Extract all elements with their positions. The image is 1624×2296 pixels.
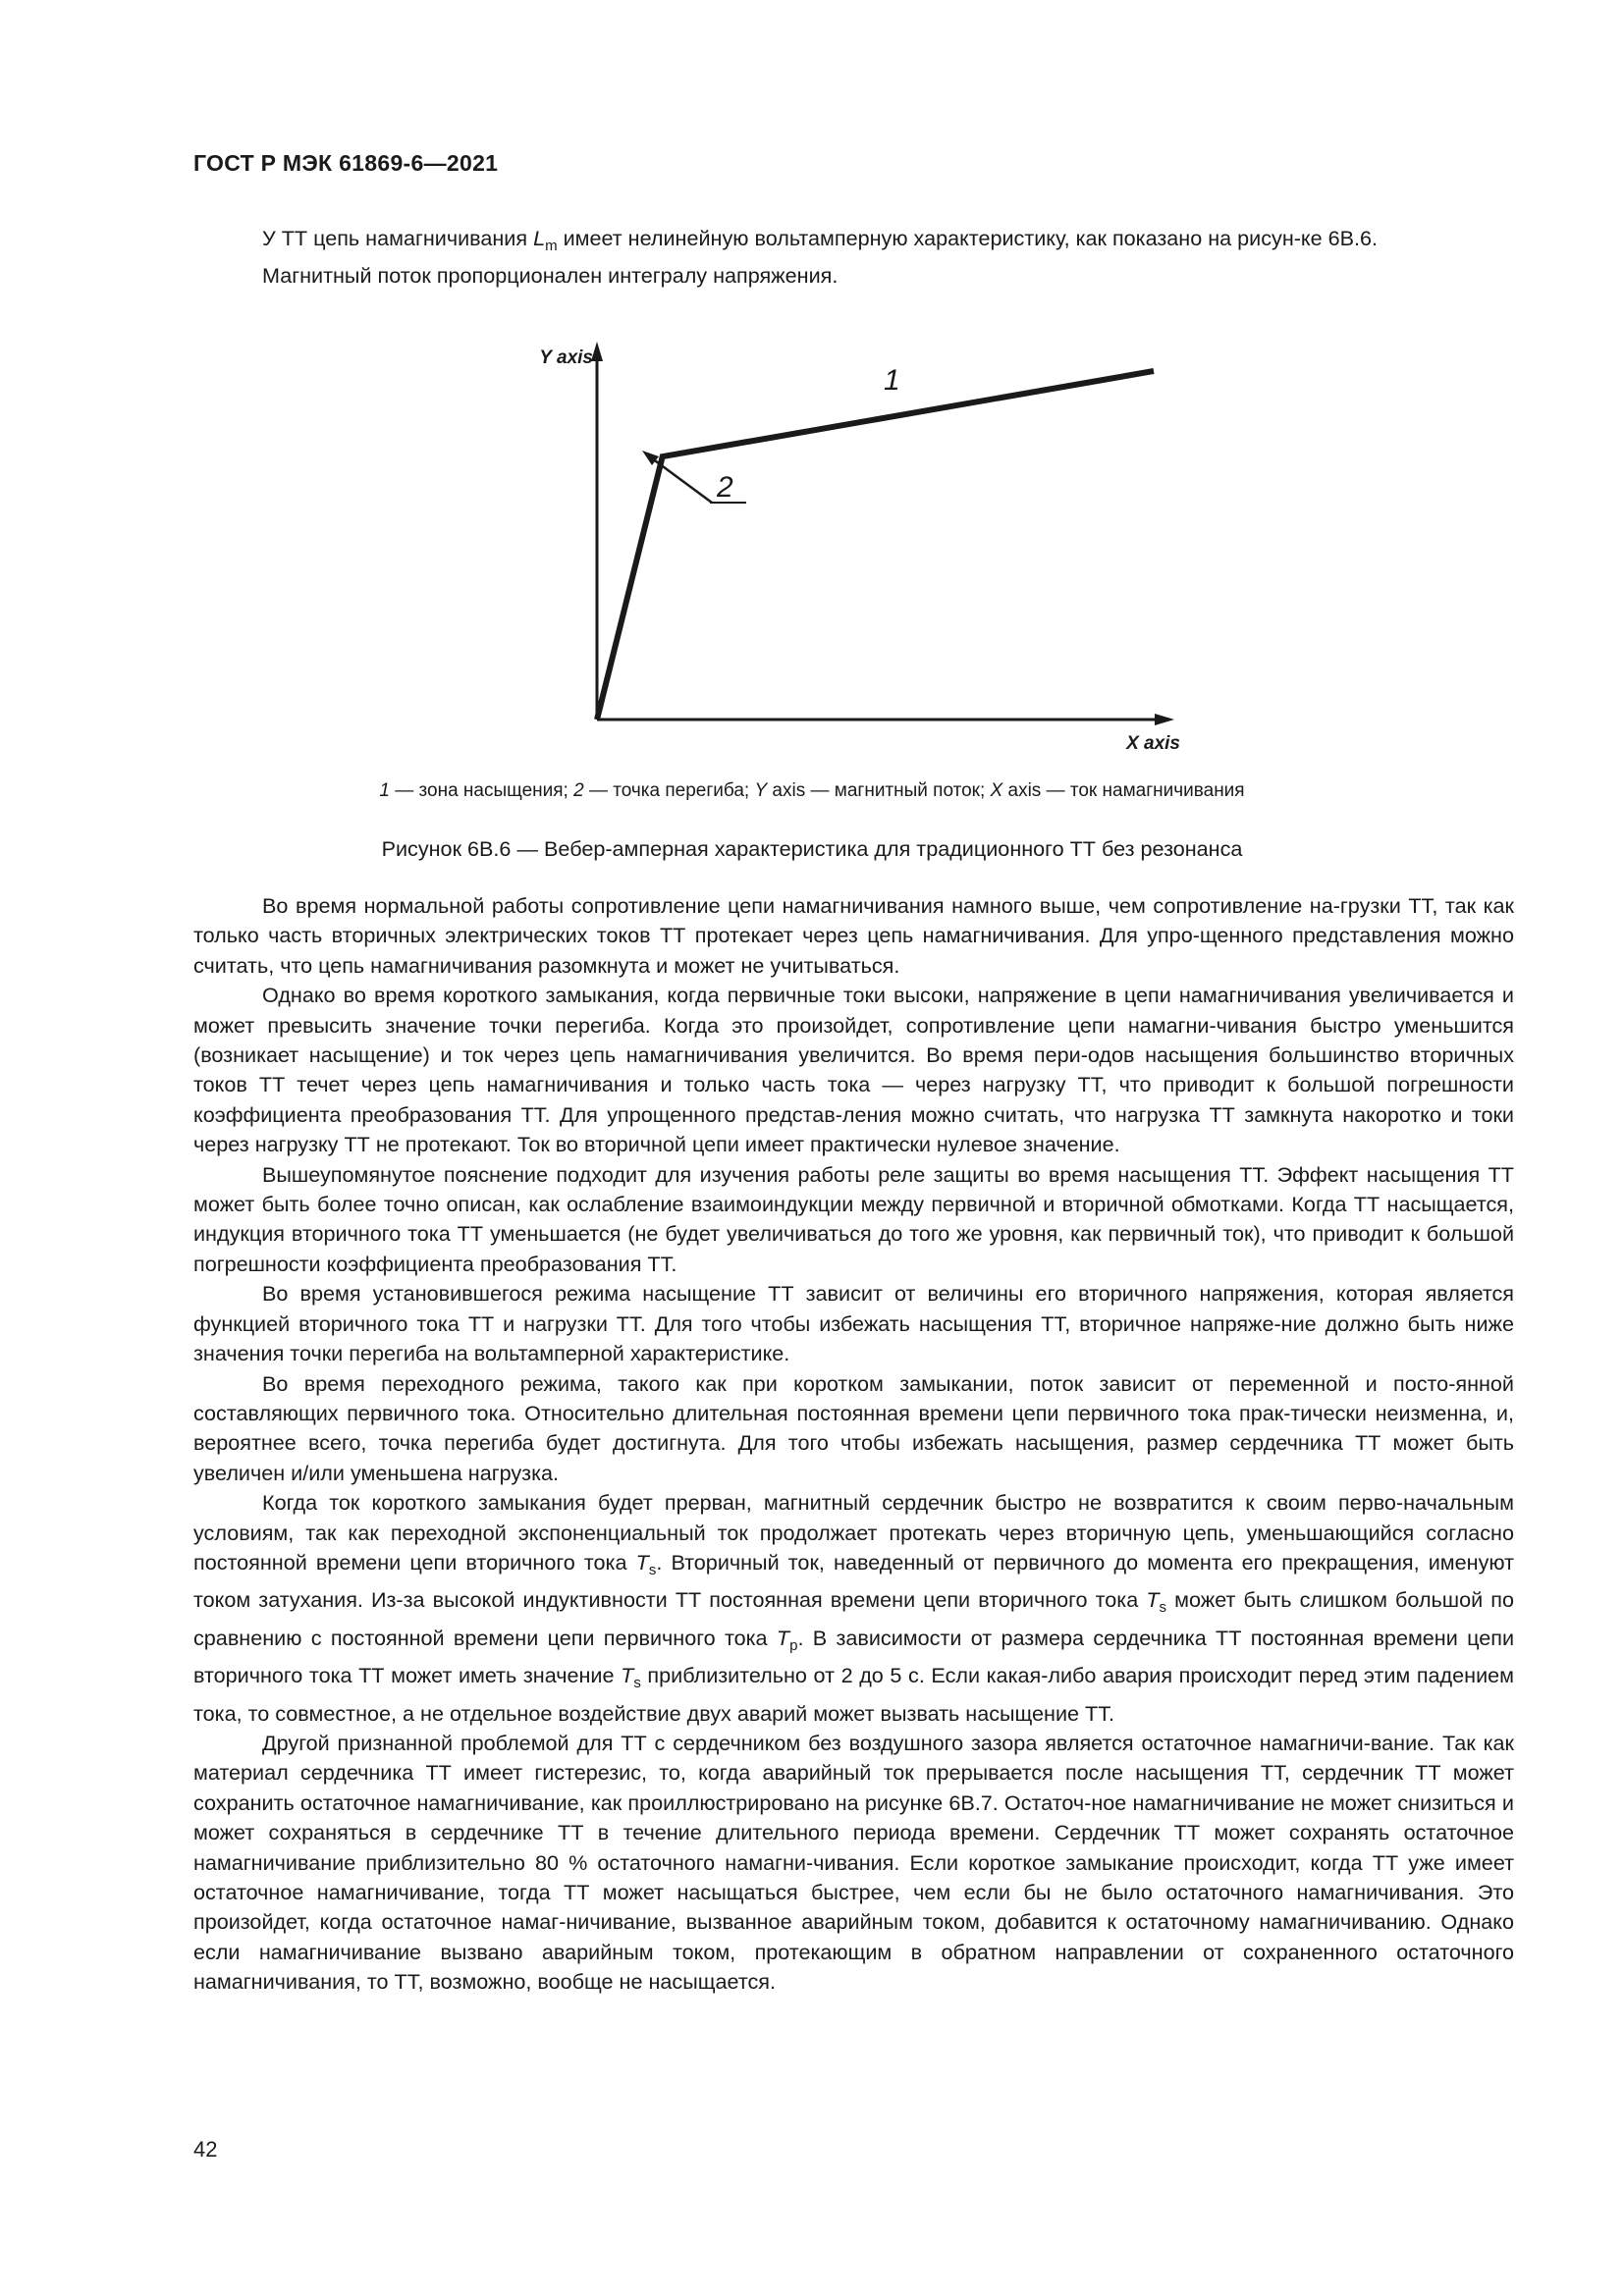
text-span: может быть слишком большой по сравнению с постоянной времени цепи первичного тока [193, 1587, 1514, 1650]
text-span: . Вторичный ток, наведенный от первичного до момента его прекращения, именуют током затухания. Из-за высокой индуктивности ТТ постоянная времени цепи вторичного тока [193, 1549, 1514, 1613]
subscript: s [633, 1675, 641, 1692]
legend-text: — точка перегиба; [583, 780, 755, 801]
paragraph-7: Другой признанной проблемой для ТТ с сердечником без воздушного зазора является остаточное намагничи-вание. Так как материал сердечника ТТ имеет гистерезис, то, когда аварийный ток прерывается после насыщения ТТ, сердечник ТТ может сохранить остаточное намагничивание, как проиллюстрировано на рисунке 6B.7. Остаточ-ное намагничивание не может снизиться и может сохраняться в сердечнике ТТ в течение длительного периода времени. Сердечник ТТ может сохранять остаточное намагничивание приблизительно 80 % остаточного намагни-чивания. Если короткое замыкание происходит, когда ТТ уже имеет остаточное намагничивание, тогда ТТ может насыщаться быстрее, чем если бы не было остаточного намагничивания. Это произойдет, когда остаточное намаг-ничивание, вызванное аварийным током, добавится к остаточному намагничиванию. Однако если намагничивание вызвано аварийным током, протекающим в обратном направлении от сохраненного остаточного намагничивания, то ТТ, возможно, вообще не насыщается. [193, 1730, 1514, 1995]
subscript: s [1159, 1599, 1167, 1617]
legend-number-2: 2 [573, 780, 584, 801]
paragraph-1: Во время нормальной работы сопротивление цепи намагничивания намного выше, чем сопротивление на-грузки ТТ, так как только часть вторичных электрических токов ТТ протекает через цепь намагничивания. Для упро-щенного представления можно считать, что цепь намагничивания разомкнута и может не учитываться. [193, 893, 1514, 978]
subscript: m [545, 238, 558, 254]
text-span: У ТТ цепь намагничивания [262, 226, 534, 250]
symbol-T: T [776, 1625, 790, 1650]
symbol-L: L [533, 226, 546, 250]
legend-number-1: 1 [379, 780, 390, 801]
legend-text: — зона насыщения; [389, 780, 574, 801]
symbol-T: T [1146, 1587, 1160, 1613]
figure-caption: Рисунок 6B.6 — Вебер-амперная характеристика для традиционного ТТ без резонанса [381, 836, 1243, 861]
document-header: ГОСТ Р МЭК 61869-6—2021 [193, 150, 499, 176]
x-axis-arrow [1155, 714, 1174, 725]
symbol-T: T [621, 1663, 634, 1688]
intro-paragraph-2: Магнитный поток пропорционален интегралу напряжения. [262, 263, 839, 289]
text-span: . В зависимости от размера сердечника ТТ постоянная времени цепи вторичного тока ТТ может иметь значение [193, 1625, 1515, 1688]
figure-6b6-chart [511, 334, 1198, 766]
legend-text: axis — ток намагничивания [1002, 780, 1245, 801]
text-span: имеет нелинейную вольтамперную характеристику, как показано на рисун-ке 6B.6. [557, 226, 1379, 250]
legend-x: X [990, 780, 1003, 801]
paragraph-4: Во время установившегося режима насыщение ТТ зависит от величины его вторичного напряжения, которая является функцией вторичного тока ТТ и нагрузки ТТ. Для того чтобы избежать насыщения ТТ, вторичное напряже-ние должно быть ниже значения точки перегиба на вольтамперной характеристике. [193, 1281, 1514, 1366]
y-axis-label: Y axis [539, 347, 593, 368]
legend-text: axis — магнитный поток; [767, 780, 991, 801]
paragraph-2: Однако во время короткого замыкания, когда первичные токи высоки, напряжение в цепи намагничивания увеличивается и может превысить значение точки перегиба. Когда это произойдет, сопротивление цепи намагни-чивания быстро уменьшится (возникает насыщение) и ток через цепь намагничивания увеличится. Во время пери-одов насыщения большинство вторичных токов ТТ течет через цепь намагничивания и только часть тока — через нагрузку ТТ, что приводит к большой погрешности коэффициента преобразования ТТ. Для упрощенного представ-ления можно считать, что нагрузка ТТ замкнута накоротко и токи через нагрузку ТТ не протекают. Ток во вторичной цепи имеет практически нулевое значение. [193, 983, 1514, 1157]
symbol-T: T [635, 1549, 649, 1575]
paragraph-6 [193, 1488, 1514, 1729]
paragraph-3: Вышеупомянутое пояснение подходит для изучения работы реле защиты во время насыщения ТТ. Эффект насыщения ТТ может быть более точно описан, как ослабление взаимоиндукции между первичной и вторичной обмотками. Когда ТТ насыщается, индукция вторичного тока ТТ уменьшается (не будет увеличиваться до того же уровня, как первичный ток), что приводит к большой погрешности коэффициента преобразования ТТ. [193, 1161, 1514, 1276]
label-knee-point: 2 [717, 471, 733, 504]
paragraph-5: Во время переходного режима, такого как при коротком замыкании, поток зависит от переменной и посто-янной составляющих первичного тока. Относительно длительная постоянная времени цепи первичного тока прак-тически неизменна, и, вероятнее всего, точка перегиба будет достигнута. Для того чтобы избежать насыщения, размер сердечника ТТ может быть увеличен и/или уменьшена нагрузка. [193, 1370, 1514, 1485]
intro-text [193, 224, 1514, 292]
subscript: p [789, 1636, 798, 1654]
figure-legend [0, 780, 1624, 802]
page-number: 42 [193, 2137, 218, 2162]
label-saturation-zone: 1 [884, 364, 900, 397]
characteristic-curve [597, 371, 1154, 720]
intro-paragraph-1 [193, 224, 1514, 261]
subscript: s [648, 1561, 657, 1578]
main-text [193, 891, 1514, 1998]
x-axis-label: X axis [1126, 733, 1180, 754]
text-span: Когда ток короткого замыкания будет прерван, магнитный сердечник быстро не возвратится к своим перво-начальным условиям, так как переходной экспоненциальный ток продолжает протекать через вторичную цепь, уменьшающийся согласно постоянной времени цепи вторичного тока [193, 1490, 1514, 1575]
text-span: приблизительно от 2 до 5 с. Если какая-либо авария происходит перед этим падением тока, то совместное, а не отдельное воздействие двух аварий может вызвать насыщение ТТ. [193, 1663, 1515, 1726]
legend-y: Y [754, 780, 768, 801]
